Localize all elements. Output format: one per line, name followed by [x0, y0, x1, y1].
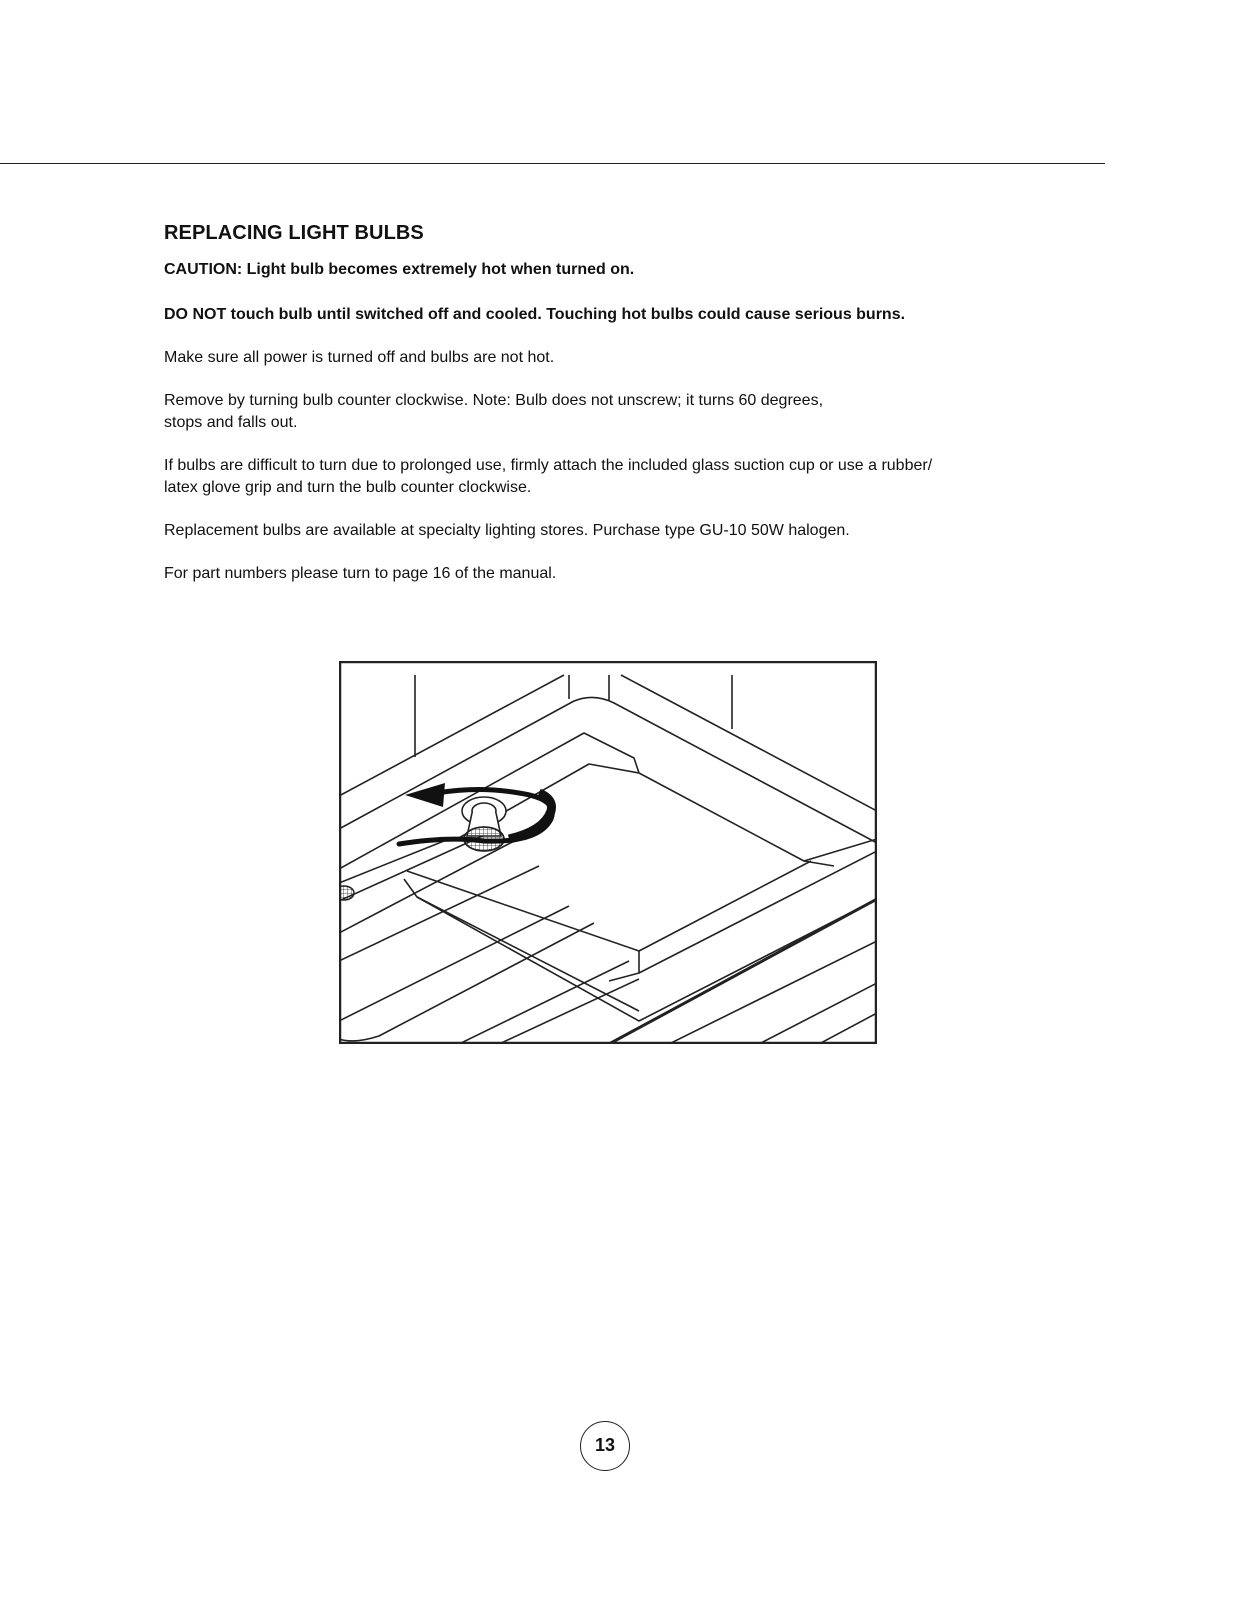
difficult-bulbs-paragraph	[164, 455, 1064, 499]
paragraph-line: Replacement bulbs are available at specialty lighting stores. Purchase type GU-10 50W halogen.	[164, 522, 850, 539]
paragraph-line: stops and falls out.	[164, 414, 298, 431]
power-off-paragraph	[164, 347, 1064, 369]
part-numbers-paragraph	[164, 563, 1064, 585]
paragraph-line: latex glove grip and turn the bulb counter clockwise.	[164, 479, 532, 496]
caution-text: CAUTION: Light bulb becomes extremely hot when turned on.	[164, 261, 635, 278]
figure-border	[340, 662, 876, 1043]
bulb-removal-illustration	[339, 661, 877, 1044]
paragraph-line: If bulbs are difficult to turn due to prolonged use, firmly attach the included glass suction cup or use a rubber/	[164, 457, 933, 474]
paragraph-line: Make sure all power is turned off and bulbs are not hot.	[164, 349, 555, 366]
remove-bulb-paragraph	[164, 390, 1064, 434]
paragraph-line: For part numbers please turn to page 16 of the manual.	[164, 565, 557, 582]
replacement-bulbs-paragraph	[164, 520, 1064, 542]
instructions-section	[164, 222, 1064, 606]
bulb-removal-illustration-svg	[339, 661, 877, 1044]
section-title: REPLACING LIGHT BULBS	[164, 222, 424, 244]
paragraph-line: Remove by turning bulb counter clockwise. Note: Bulb does not unscrew; it turns 60 degrees,	[164, 392, 824, 409]
warning-text: DO NOT touch bulb until switched off and cooled. Touching hot bulbs could cause serious burns.	[164, 306, 906, 323]
header-rule	[0, 163, 1105, 164]
page-number: 13	[580, 1421, 630, 1471]
